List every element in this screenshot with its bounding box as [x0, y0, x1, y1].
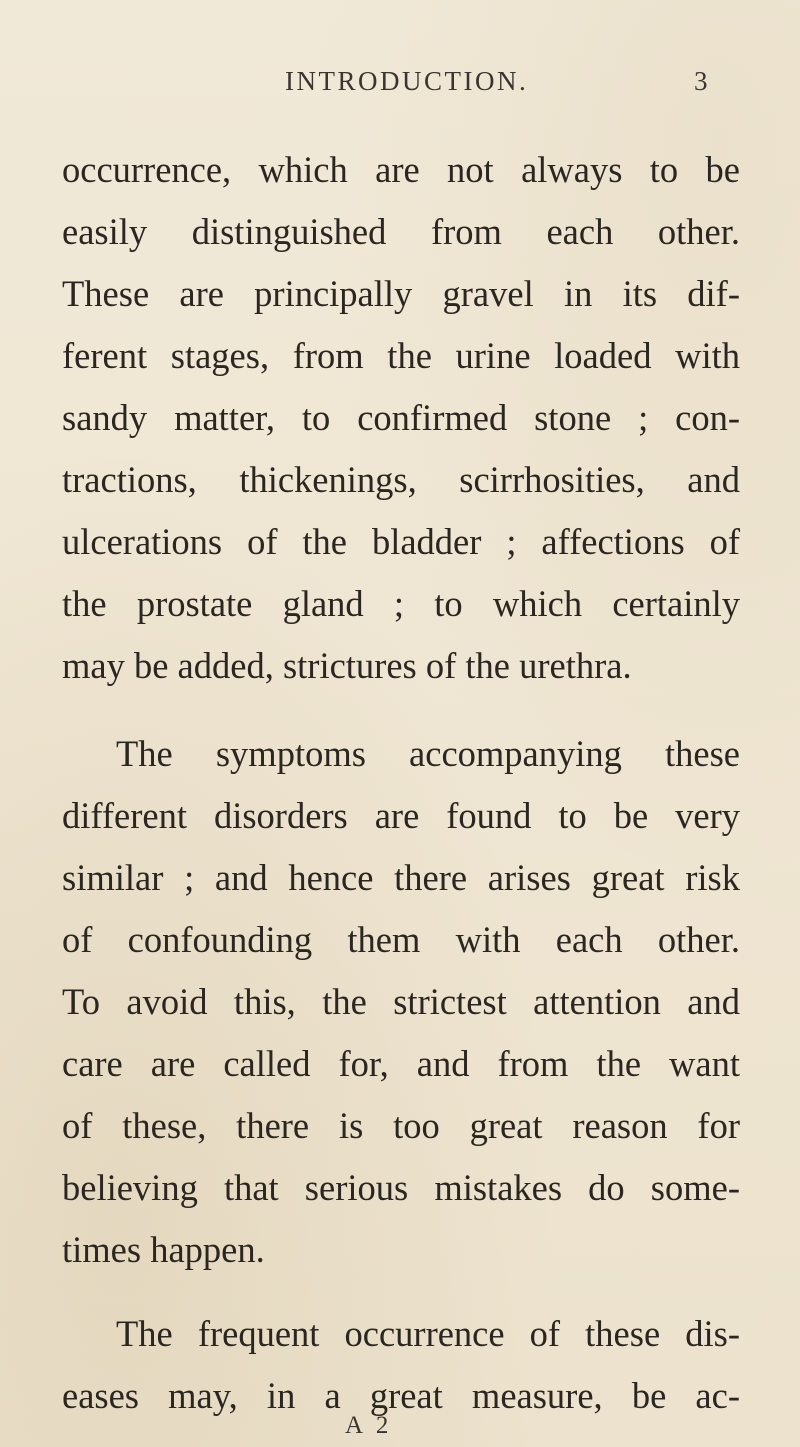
text-line: sandy matter, to confirmed stone ; con- [62, 397, 740, 438]
signature-mark: A 2 [345, 1412, 393, 1439]
text-line: of confounding them with each other. [62, 919, 740, 960]
text-line: ferent stages, from the urine loaded with [62, 335, 740, 376]
text-line: occurrence, which are not always to be [62, 149, 740, 190]
text-line: ulcerations of the bladder ; affections of [62, 521, 740, 562]
text-line: The frequent occurrence of these dis- [116, 1313, 740, 1354]
text-line: times happen. [62, 1229, 265, 1270]
text-line: similar ; and hence there arises great risk [62, 857, 740, 898]
text-line: care are called for, and from the want [62, 1043, 740, 1084]
page-number: 3 [694, 66, 708, 96]
text-line: different disorders are found to be very [62, 795, 740, 836]
text-line: tractions, thickenings, scirrhosities, and [62, 459, 740, 500]
running-title: INTRODUCTION. [285, 66, 529, 96]
text-line: of these, there is too great reason for [62, 1105, 740, 1146]
text-line: may be added, strictures of the urethra. [62, 645, 632, 686]
text-line: the prostate gland ; to which certainly [62, 583, 740, 624]
text-line: easily distinguished from each other. [62, 211, 740, 252]
text-line: believing that serious mistakes do some- [62, 1167, 740, 1208]
text-line: The symptoms accompanying these [116, 733, 740, 774]
text-line: To avoid this, the strictest attention and [62, 981, 740, 1022]
text-line: eases may, in a great measure, be ac- [62, 1375, 740, 1416]
running-head [0, 66, 800, 106]
text-line: These are principally gravel in its dif- [62, 273, 740, 314]
